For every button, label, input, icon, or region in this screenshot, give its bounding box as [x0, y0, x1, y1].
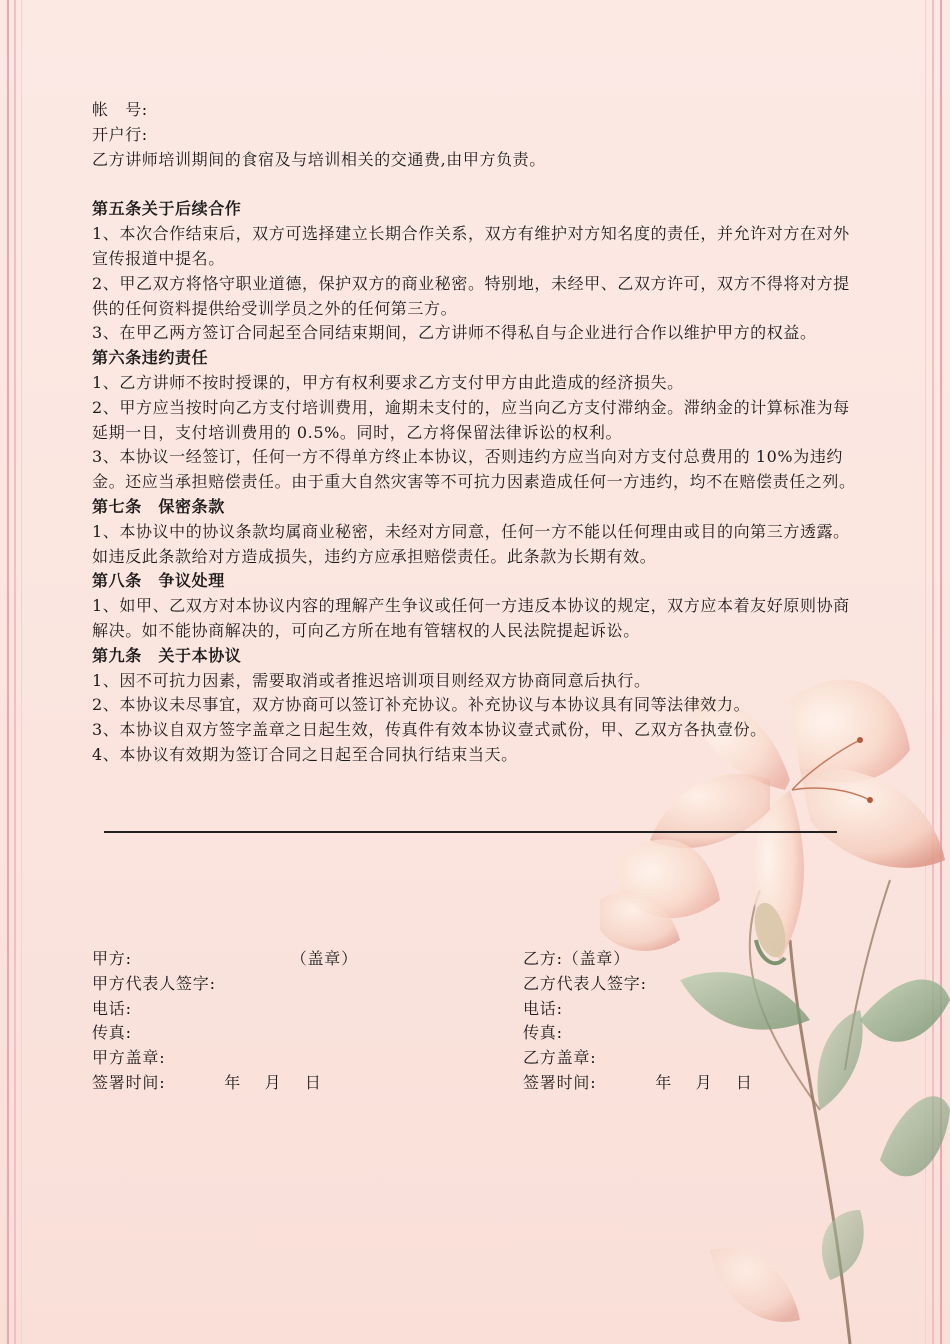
clause-6-1: 1、乙方讲师不按时授课的，甲方有权利要求乙方支付甲方由此造成的经济损失。 [92, 372, 684, 392]
clause-6-2: 2、甲方应当按时向乙方支付培训费用，逾期未支付的，应当向乙方支付滞纳金。滞纳金的计算标准为每延期一日，支付培训费用的 0.5%。同时，乙方将保留法律诉讼的权利。 [92, 397, 850, 442]
divider-line [104, 831, 837, 833]
section-title-8: 第八条 争议处理 [92, 571, 225, 591]
clause-8-1: 1、如甲、乙双方对本协议内容的理解产生争议或任何一方违反本协议的规定，双方应本着友好原则协商解决。如不能协商解决的，可向乙方所在地有管辖权的人民法院提起诉讼。 [92, 596, 850, 640]
party-a-name: 甲方: （盖章） [92, 949, 358, 968]
clause-5-3: 3、在甲乙两方签订合同起至合同结束期间，乙方讲师不得私自与企业进行合作以维护甲方的权益。 [92, 323, 817, 343]
clause-9-3: 3、本协议自双方签字盖章之日起生效，传真件有效本协议壹式贰份，甲、乙双方各执壹份。 [92, 720, 767, 740]
clause-7-1: 1、本协议中的协议条款均属商业秘密，未经对方同意，任何一方不能以任何理由或目的向第三方透露。如违反此条款给对方造成损失，违约方应承担赔偿责任。此条款为长期有效。 [92, 521, 850, 566]
party-a-seal: 甲方盖章: [92, 1048, 166, 1068]
party-b-name: 乙方:（盖章） [523, 949, 630, 968]
party-a-signature-block [92, 947, 358, 1096]
section-title-7: 第七条 保密条款 [92, 496, 225, 516]
border-stripe-left-1 [7, 0, 9, 1344]
clause-5-2: 2、甲乙双方将恪守职业道德，保护双方的商业秘密。特别地，未经甲、乙双方许可，双方不得将对方提供的任何资料提供给受训学员之外的任何第三方。 [92, 273, 850, 318]
clause-5-1: 1、本次合作结束后，双方可选择建立长期合作关系，双方有维护对方知名度的责任，并允许对方在对外宣传报道中提名。 [92, 224, 850, 268]
expense-line: 乙方讲师培训期间的食宿及与培训相关的交通费,由甲方负责。 [92, 149, 546, 169]
border-stripe-left-3 [21, 0, 22, 1344]
party-b-date: 签署时间: 年 月 日 [523, 1072, 753, 1092]
party-b-rep-signature: 乙方代表人签字: [523, 973, 647, 993]
party-a-fax: 传真: [92, 1023, 132, 1043]
account-line: 帐 号: [92, 100, 148, 119]
party-a-phone: 电话: [92, 998, 132, 1018]
clause-9-1: 1、因不可抗力因素，需要取消或者推迟培训项目则经双方协商同意后执行。 [92, 670, 651, 690]
party-b-signature-block [523, 947, 753, 1096]
section-title-9: 第九条 关于本协议 [92, 645, 242, 665]
party-a-rep-signature: 甲方代表人签字: [92, 973, 216, 993]
section-title-5: 第五条关于后续合作 [92, 199, 242, 219]
bank-line: 开户行: [92, 124, 148, 144]
clause-9-4: 4、本协议有效期为签订合同之日起至合同执行结束当天。 [92, 744, 518, 764]
party-a-date: 签署时间: 年 月 日 [92, 1072, 322, 1092]
section-title-6: 第六条违约责任 [92, 348, 209, 368]
party-b-fax: 传真: [523, 1023, 563, 1043]
clause-9-2: 2、本协议未尽事宜，双方协商可以签订补充协议。补充协议与本协议具有同等法律效力。 [92, 695, 751, 715]
border-stripe-left-2 [14, 0, 16, 1344]
contract-body [92, 98, 862, 768]
party-b-phone: 电话: [523, 998, 563, 1018]
clause-6-3: 3、本协议一经签订，任何一方不得单方终止本协议，否则违约方应当向对方支付总费用的 10%为违约金。还应当承担赔偿责任。由于重大自然灾害等不可抗力因素造成任何一方违约，均不在赔偿责任之列。 [92, 447, 856, 492]
party-b-seal: 乙方盖章: [523, 1048, 597, 1068]
